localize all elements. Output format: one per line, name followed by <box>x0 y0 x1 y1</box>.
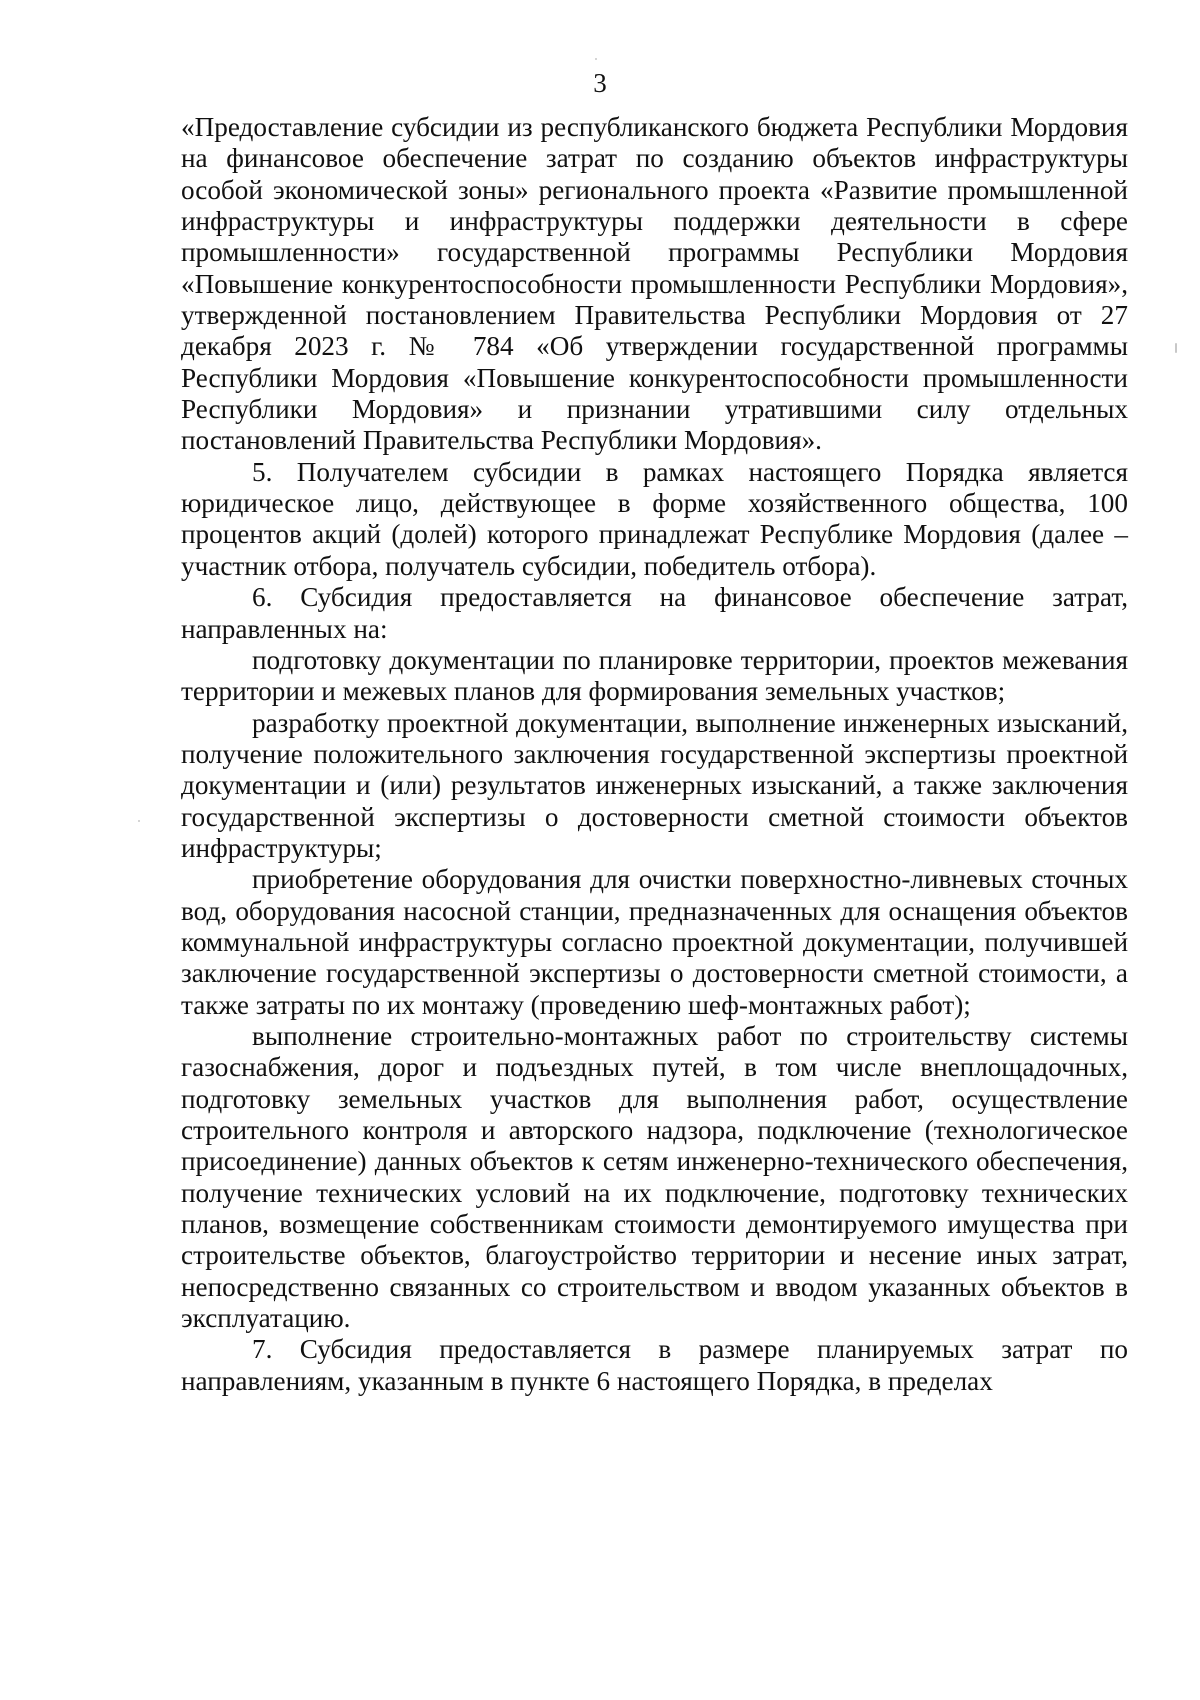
paragraph-program-reference: «Предоставление субсидии из республиканского бюджета Республики Мордовия на финансовое обеспечение затрат по созданию объектов инфраструктуры особой экономической зоны» регионального проекта «Развитие промышленной инфраструктуры и инфраструктуры поддержки деятельности в сфере промышленности» государственной программы Республики Мордовия «Повышение конкурентоспособности промышленности Республики Мордовия», утвержденной постановлением Правительства Республики Мордовия от 27 декабря 2023 г. № 784 «Об утверждении государственной программы Республики Мордовия «Повышение конкурентоспособности промышленности Республики Мордовия» и признании утратившими силу отдельных постановлений Правительства Республики Мордовия». <box>181 112 1128 456</box>
list-item-project-documentation: разработку проектной документации, выполнение инженерных изысканий, получение положительного заключения государственной экспертизы проектной документации и (или) результатов инженерных изысканий, а также заключения государственной экспертизы о достоверности сметной стоимости объектов инфраструктуры; <box>181 707 1128 863</box>
document-body <box>181 112 1128 1397</box>
paragraph-7-amount: 7. Субсидия предоставляется в размере планируемых затрат по направлениям, указанным в пункте 6 настоящего Порядка, в пределах <box>181 1334 1128 1396</box>
scan-speck <box>1175 343 1177 353</box>
list-item-territory-planning: подготовку документации по планировке территории, проектов межевания территории и межевых планов для формирования земельных участков; <box>181 644 1128 707</box>
list-item-equipment-purchase: приобретение оборудования для очистки поверхностно-ливневых сточных вод, оборудования насосной станции, предназначенных для оснащения объектов коммунальной инфраструктуры согласно проектной документации, получившей заключение государственной экспертизы о достоверности сметной стоимости, а также затраты по их монтажу (проведению шеф-монтажных работ); <box>181 864 1128 1020</box>
paragraph-6-purpose: 6. Субсидия предоставляется на финансовое обеспечение затрат, направленных на: <box>181 582 1128 644</box>
scan-speck <box>595 58 597 60</box>
scan-speck <box>138 820 140 822</box>
paragraph-5-recipient: 5. Получателем субсидии в рамках настоящего Порядка является юридическое лицо, действующее в форме хозяйственного общества, 100 процентов акций (долей) которого принадлежат Республике Мордовия (далее – участник отбора, получатель субсидии, победитель отбора). <box>181 456 1128 581</box>
page-number: 3 <box>593 68 607 98</box>
list-item-construction-works: выполнение строительно-монтажных работ по строительству системы газоснабжения, дорог и подъездных путей, в том числе внеплощадочных, подготовку земельных участков для выполнения работ, осуществление строительного контроля и авторского надзора, подключение (технологическое присоединение) данных объектов к сетям инженерно-технического обеспечения, получение технических условий на их подключение, подготовку технических планов, возмещение собственникам стоимости демонтируемого имущества при строительстве объектов, благоустройство территории и несение иных затрат, непосредственно связанных со строительством и вводом указанных объектов в эксплуатацию. <box>181 1020 1128 1334</box>
